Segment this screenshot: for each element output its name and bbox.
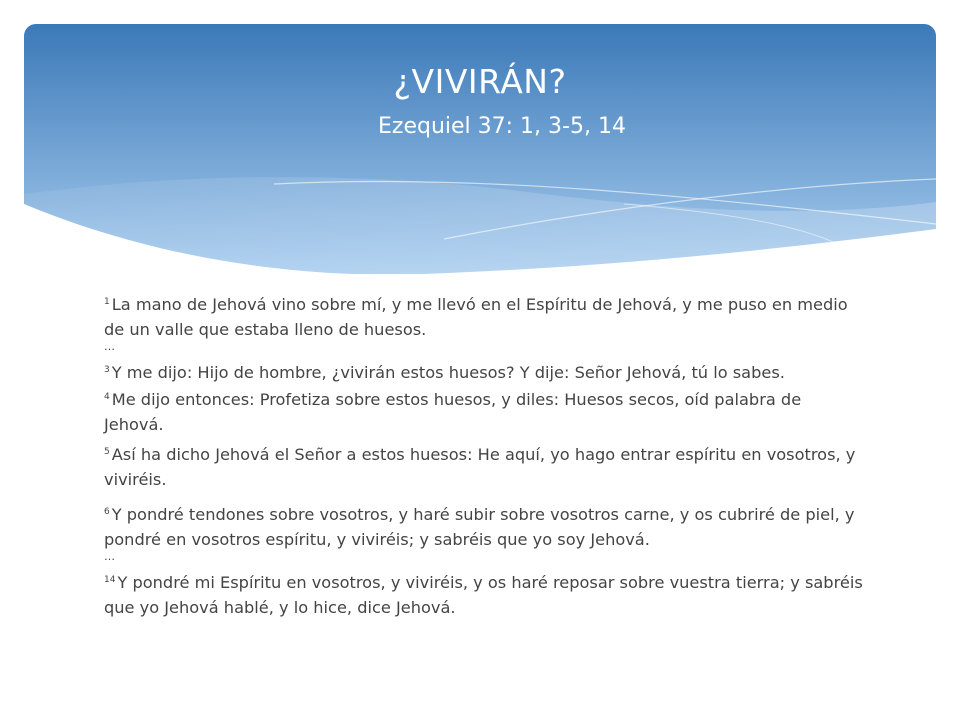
verse-number: 3 [104,365,110,375]
verse-text: Y pondré mi Espíritu en vosotros, y viviréis, y os haré reposar sobre vuestra tierra; y sabréis que yo Jehová hablé, y lo hice, dice Jehová. [104,573,863,617]
verse-number: 5 [104,447,110,457]
verse-number: 4 [104,392,110,402]
verse-text: Así ha dicho Jehová el Señor a estos huesos: He aquí, yo hago entrar espíritu en vosotros, y viviréis. [104,445,856,489]
verse-number: 6 [104,507,110,517]
verse-4 [104,385,864,437]
slide-subtitle: Ezequiel 37: 1, 3-5, 14 [378,114,626,139]
verse-number: 1 [104,297,110,307]
slide-title: ¿VIVIRÁN? [393,62,567,101]
verse-text: Y me dijo: Hijo de hombre, ¿vivirán estos huesos? Y dije: Señor Jehová, tú lo sabes. [111,363,785,382]
verse-3 [104,358,864,385]
verse-5 [104,440,864,492]
verse-1 [104,290,864,342]
scripture-passage [104,290,864,620]
verse-text: Y pondré tendones sobre vosotros, y haré subir sobre vosotros carne, y os cubriré de piel, y pondré en vosotros espíritu, y viviréis; y sabréis que yo soy Jehová. [104,505,855,549]
verse-text: La mano de Jehová vino sobre mí, y me llevó en el Espíritu de Jehová, y me puso en medio de un valle que estaba lleno de huesos. [104,295,848,339]
verse-ellipsis: … [104,340,115,353]
verse-number: 14 [104,575,116,585]
verse-14 [104,568,864,620]
verse-text: Me dijo entonces: Profetiza sobre estos huesos, y diles: Huesos secos, oíd palabra de Jehová. [104,390,802,434]
verse-ellipsis: … [104,550,115,563]
verse-6 [104,500,864,552]
